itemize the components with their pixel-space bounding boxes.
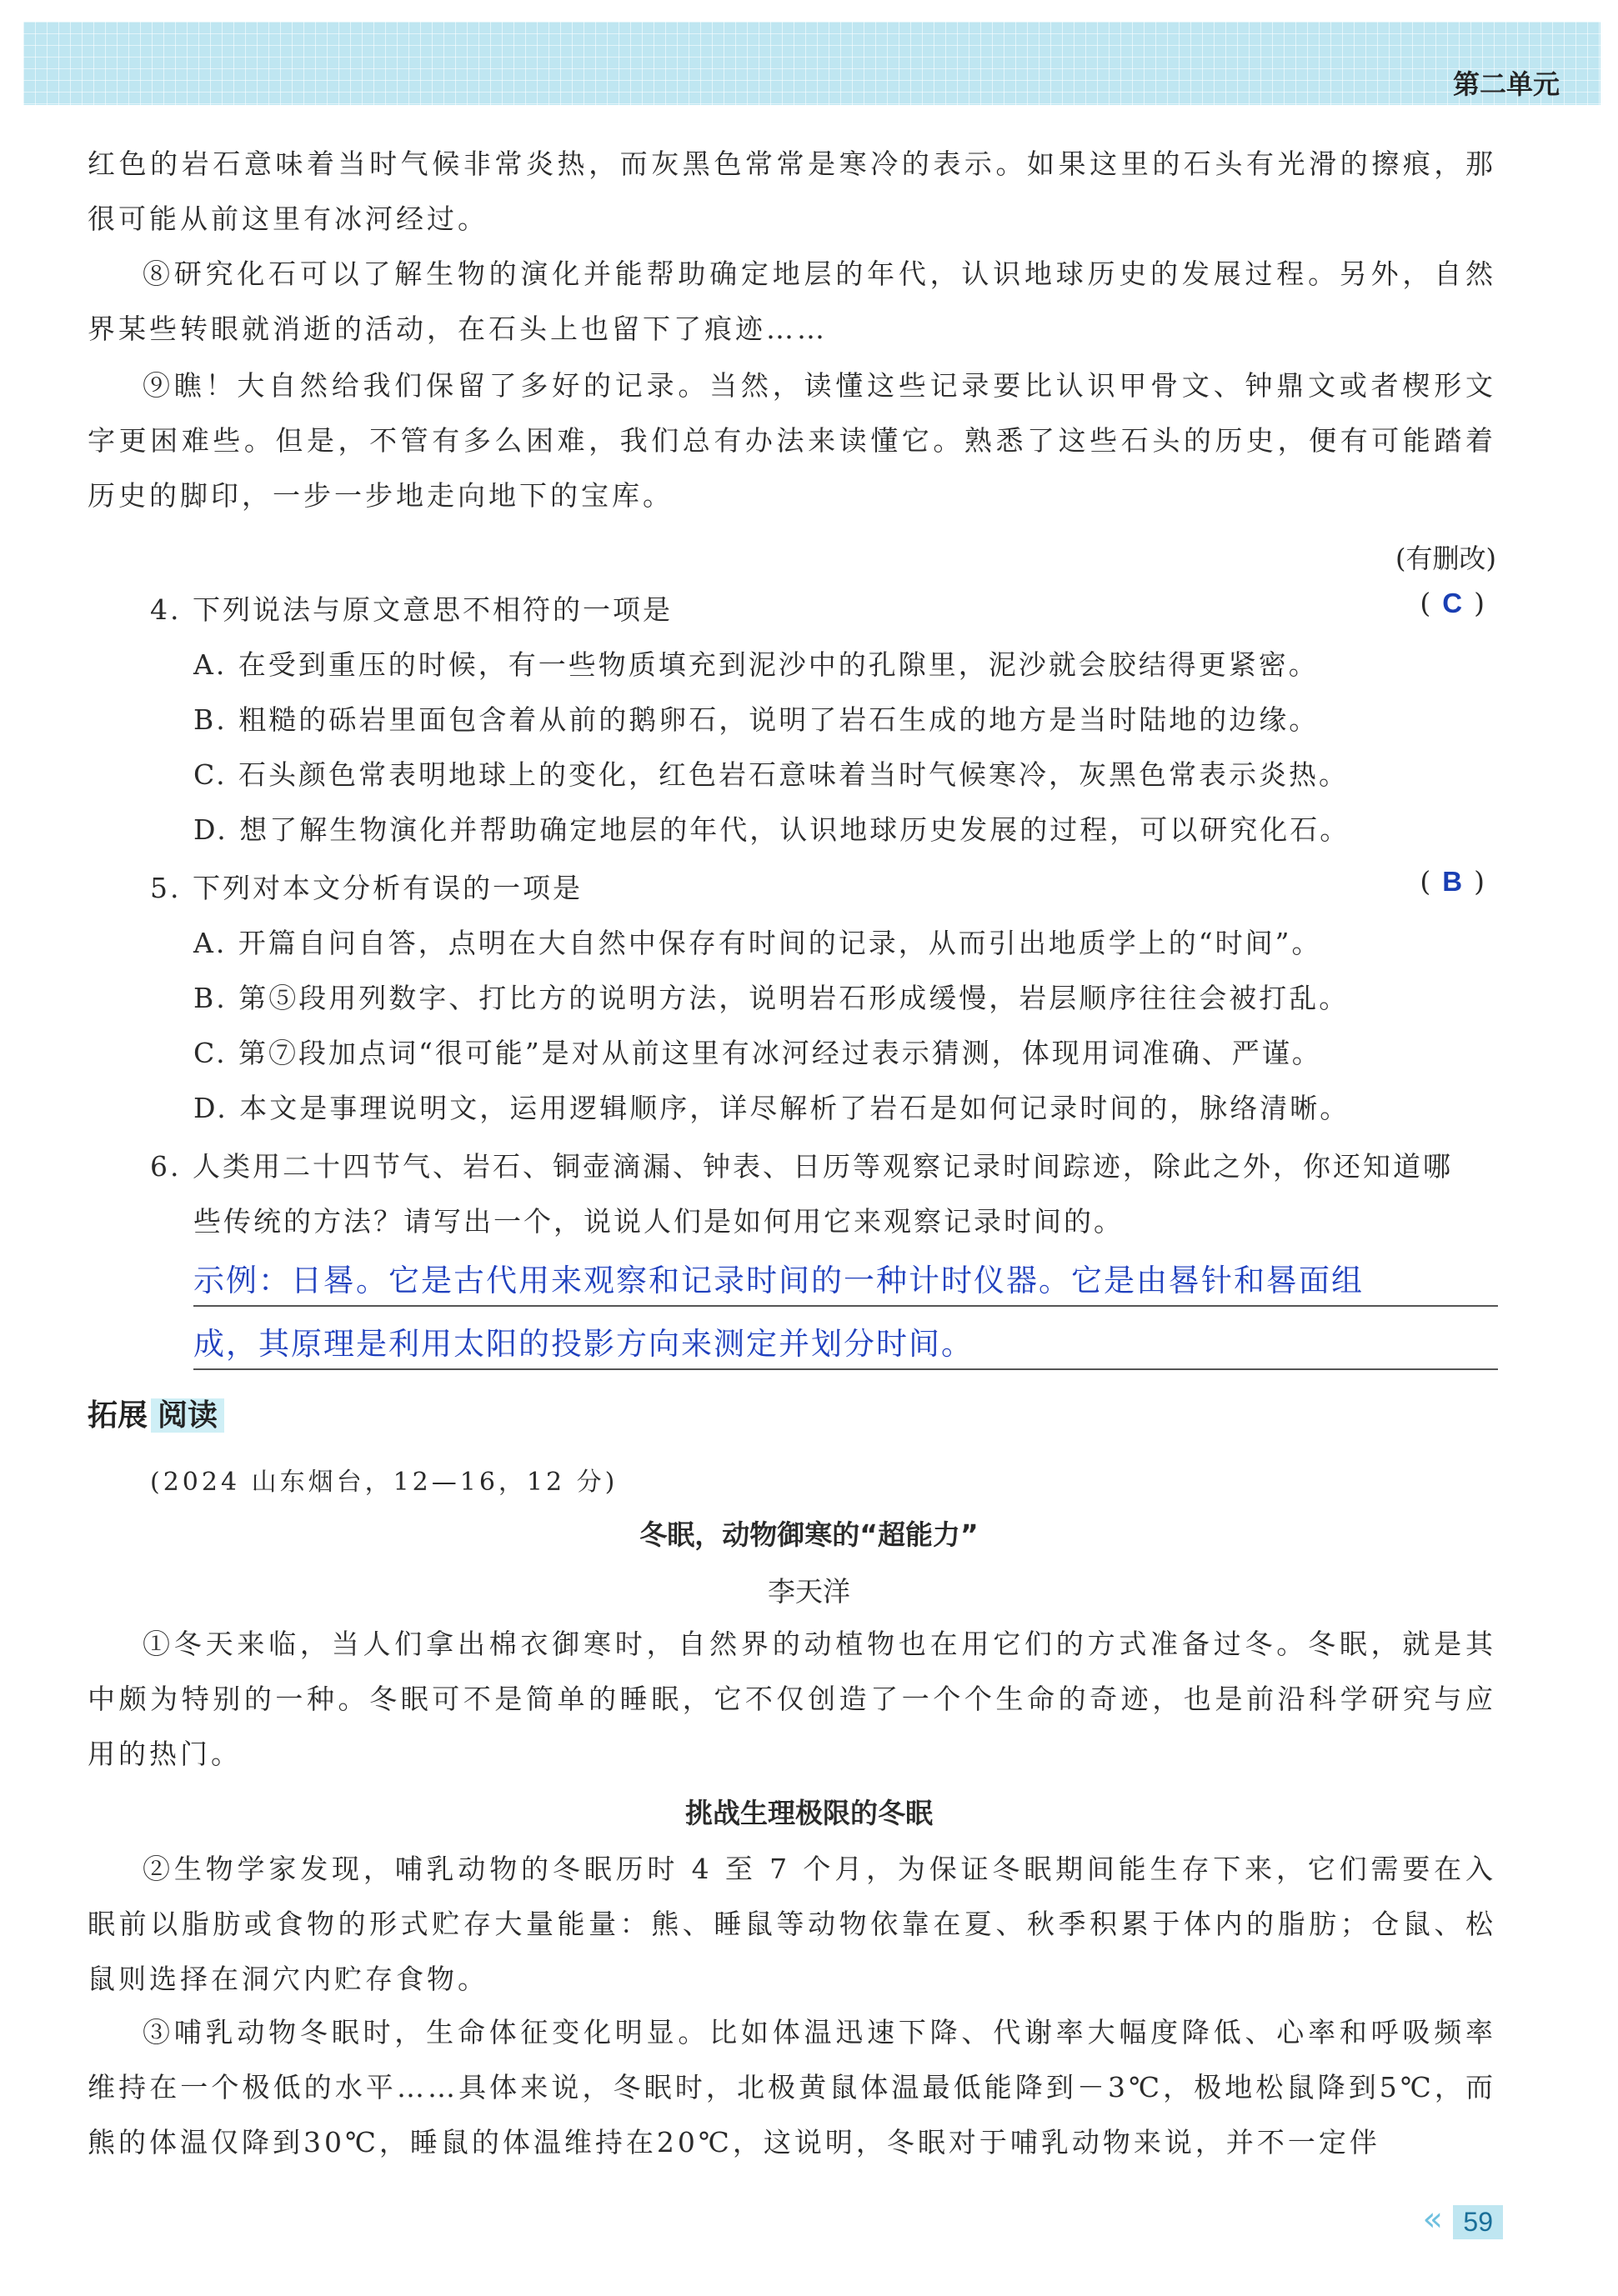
article-subheading: 挑战生理极限的冬眠 [685, 1797, 933, 1829]
question-6-stem-line2: 些传统的方法？请写出一个，说说人们是如何用它来观察记录时间的。 [193, 1205, 1124, 1238]
question-4-option-a: A. 在受到重压的时候，有一些物质填充到泥沙中的孔隙里，泥沙就会胶结得更紧密。 [193, 648, 1319, 681]
passage-para-9: ⑨瞧！大自然给我们保留了多好的记录。当然，读懂这些记录要比认识甲骨文、钟鼎文或者楔形文字更困难些。但是，不管有多么困难，我们总有办法来读懂它。熟悉了这些石头的历史，便有可能踏着历史的脚印，一步一步地走向地下的宝库。 [88, 369, 1496, 512]
extension-tag-left: 拓展 [88, 1398, 148, 1433]
question-6-answer-line1: 示例：日晷。它是古代用来观察和记录时间的一种计时仪器。它是由晷针和晷面组 [193, 1255, 1498, 1307]
question-4-option-b: B. 粗糙的砾岩里面包含着从前的鹅卵石，说明了岩石生成的地方是当时陆地的边缘。 [193, 703, 1320, 736]
unit-title: 第二单元 [1452, 68, 1560, 100]
article-para-2: ②生物学家发现，哺乳动物的冬眠历时 4 至 7 个月，为保证冬眠期间能生存下来，它们需要在入眠前以脂肪或食物的形式贮存大量能量：熊、睡鼠等动物依靠在夏、秋季积累于体内的脂肪；仓鼠、松鼠则选择在洞穴内贮存食物。 [88, 1853, 1496, 1995]
question-5-option-a: A. 开篇自问自答，点明在大自然中保存有时间的记录，从而引出地质学上的“时间”。 [193, 927, 1322, 959]
passage-para-cont: 红色的岩石意味着当时气候非常炎热，而灰黑色常常是寒冷的表示。如果这里的石头有光滑的擦痕，那很可能从前这里有冰河经过。 [88, 148, 1496, 235]
article-para-1: ①冬天来临，当人们拿出棉衣御寒时，自然界的动植物也在用它们的方式准备过冬。冬眠，就是其中颇为特别的一种。冬眠可不是简单的睡眠，它不仅创造了一个个生命的奇迹，也是前沿科学研究与应用的热门。 [88, 1628, 1496, 1770]
passage-para-8: ⑧研究化石可以了解生物的演化并能帮助确定地层的年代，认识地球历史的发展过程。另外，自然界某些转眼就消逝的活动，在石头上也留下了痕迹…… [88, 258, 1496, 345]
question-6-answer-line2: 成，其原理是利用太阳的投影方向来测定并划分时间。 [193, 1318, 1498, 1370]
question-5-stem: 5. 下列对本文分析有误的一项是 [150, 872, 583, 904]
article-author: 李天洋 [768, 1575, 850, 1608]
question-5-answer-box: (B) [1420, 865, 1496, 898]
double-chevron-left-icon: « [1422, 2200, 1443, 2238]
question-6-stem-line1: 6. 人类用二十四节气、岩石、铜壶滴漏、钟表、日历等观察记录时间踪迹，除此之外，你还知道哪 [150, 1150, 1453, 1183]
extension-source: (2024 山东烟台，12—16，12 分) [150, 1468, 619, 1497]
header-band [23, 22, 1600, 105]
question-5-option-d: D. 本文是事理说明文，运用逻辑顺序，详尽解析了岩石是如何记录时间的，脉络清晰。 [193, 1092, 1350, 1124]
article-para-3: ③哺乳动物冬眠时，生命体征变化明显。比如体温迅速下降、代谢率大幅度降低、心率和呼吸频率维持在一个极低的水平……具体来说，冬眠时，北极黄鼠体温最低能降到－3℃，极地松鼠降到5℃，而熊的体温仅降到30℃，睡鼠的体温维持在20℃，这说明，冬眠对于哺乳动物来说，并不一定伴 [88, 2016, 1496, 2158]
question-5-answer: B [1442, 866, 1475, 897]
question-5-option-b: B. 第⑤段用列数字、打比方的说明方法，说明岩石形成缓慢，岩层顺序往往会被打乱。 [193, 982, 1350, 1014]
page-number: 59 [1453, 2205, 1503, 2239]
question-5-option-c: C. 第⑦段加点词“很可能”是对从前这里有冰河经过表示猜测，体现用词准确、严谨。 [193, 1037, 1322, 1069]
question-4-answer-box: (C) [1420, 587, 1496, 619]
question-4-stem: 4. 下列说法与原文意思不相符的一项是 [150, 593, 673, 626]
extension-tag [88, 1392, 224, 1434]
extension-tag-right: 阅读 [151, 1398, 224, 1433]
source-note: (有删改) [1395, 543, 1496, 574]
question-4-answer: C [1442, 588, 1475, 618]
question-4-option-d: D. 想了解生物演化并帮助确定地层的年代，认识地球历史发展的过程，可以研究化石。 [193, 813, 1350, 846]
question-4-option-c: C. 石头颜色常表明地球上的变化，红色岩石意味着当时气候寒冷，灰黑色常表示炎热。 [193, 758, 1350, 791]
article-title: 冬眠，动物御寒的“超能力” [639, 1518, 979, 1551]
